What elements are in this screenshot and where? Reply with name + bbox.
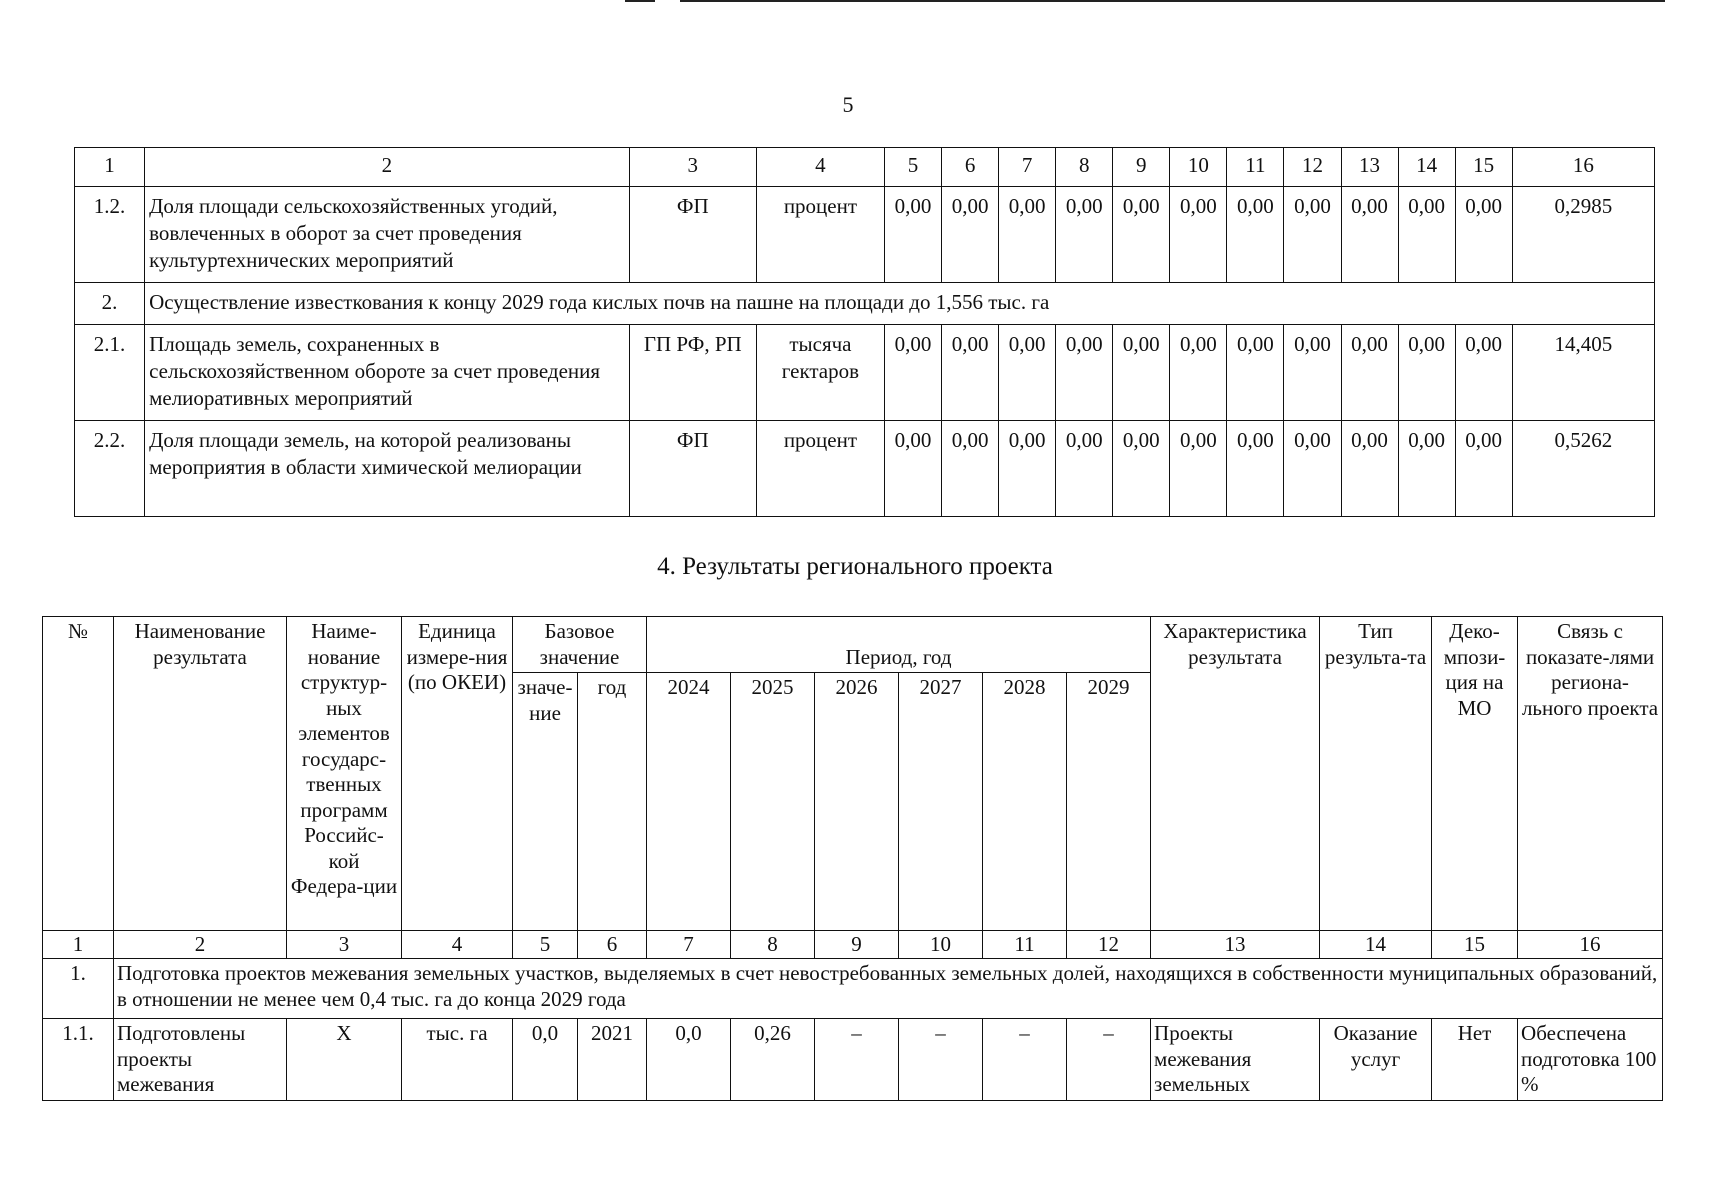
col-number: 12 — [1284, 148, 1341, 187]
col-number: 15 — [1455, 148, 1512, 187]
value-cell: 0,00 — [942, 325, 999, 421]
indicator-unit: тысяча гектаров — [756, 325, 884, 421]
value-cell: 0,00 — [1170, 421, 1227, 517]
header-type: Тип результа-та — [1320, 617, 1432, 931]
value-cell: 0,00 — [1398, 421, 1455, 517]
col-number: 4 — [756, 148, 884, 187]
header-no: № — [43, 617, 114, 931]
row-number: 2.1. — [75, 325, 145, 421]
indicator-unit: процент — [756, 187, 884, 283]
value-cell: 0,00 — [885, 187, 942, 283]
header-link: Связь с показате-лями региона-льного проекта — [1518, 617, 1663, 931]
header-period: Период, год — [647, 617, 1151, 673]
value-cell: 0,00 — [885, 421, 942, 517]
base-year: 2021 — [578, 1019, 647, 1101]
header-name: Наименование результата — [114, 617, 287, 931]
results-table — [42, 616, 1663, 1101]
indicator-level: ФП — [629, 421, 756, 517]
year-value: 0,26 — [731, 1019, 815, 1101]
value-cell: 0,00 — [1284, 187, 1341, 283]
table-row — [75, 187, 1655, 283]
value-cell: 0,00 — [999, 421, 1056, 517]
col-number: 10 — [899, 931, 983, 959]
indicator-level: ФП — [629, 187, 756, 283]
value-cell: 0,00 — [1398, 187, 1455, 283]
row-number: 1.1. — [43, 1019, 114, 1101]
header-year: 2026 — [815, 673, 899, 931]
scan-edge-line-left — [625, 0, 655, 2]
value-cell: 0,00 — [1398, 325, 1455, 421]
value-cell: 0,00 — [999, 187, 1056, 283]
year-value: – — [899, 1019, 983, 1101]
header-year: 2025 — [731, 673, 815, 931]
value-cell: 0,00 — [1455, 187, 1512, 283]
value-cell: 0,00 — [942, 421, 999, 517]
col-number: 9 — [815, 931, 899, 959]
col-number: 13 — [1151, 931, 1320, 959]
indicator-name: Доля площади сельскохозяйственных угодий, вовлеченных в оборот за счет проведения культуртехнических мероприятий — [145, 187, 630, 283]
indicator-name: Доля площади земель, на которой реализованы мероприятия в области химической мелиорации — [145, 421, 630, 517]
header-year: 2024 — [647, 673, 731, 931]
col-number: 5 — [513, 931, 578, 959]
indicator-unit: процент — [756, 421, 884, 517]
header-year: 2028 — [983, 673, 1067, 931]
value-cell: 0,00 — [1455, 325, 1512, 421]
value-cell: 0,00 — [999, 325, 1056, 421]
col-number: 8 — [731, 931, 815, 959]
value-cell: 0,00 — [1284, 421, 1341, 517]
col-number: 15 — [1432, 931, 1518, 959]
scan-edge-line-right — [680, 0, 1665, 2]
value-cell: 0,00 — [1170, 187, 1227, 283]
col-number: 8 — [1056, 148, 1113, 187]
col-number: 16 — [1518, 931, 1663, 959]
value-cell: 0,00 — [1056, 325, 1113, 421]
value-cell: 0,00 — [1056, 421, 1113, 517]
year-value: 0,0 — [647, 1019, 731, 1101]
col-number: 5 — [885, 148, 942, 187]
header-year: 2029 — [1067, 673, 1151, 931]
table-header-row — [75, 148, 1655, 187]
header-base-year: год — [578, 673, 647, 931]
value-cell: 0,00 — [1227, 325, 1284, 421]
result-name: Подготовлены проекты межевания — [114, 1019, 287, 1101]
year-value: – — [815, 1019, 899, 1101]
value-cell: 0,00 — [1227, 187, 1284, 283]
indicator-link: Обеспечена подготовка 100 % — [1518, 1019, 1663, 1101]
header-decomp: Деко-мпози-ция на МО — [1432, 617, 1518, 931]
indicator-level: ГП РФ, РП — [629, 325, 756, 421]
header-base: Базовое значение — [513, 617, 647, 673]
col-number: 7 — [647, 931, 731, 959]
result-type: Оказание услуг — [1320, 1019, 1432, 1101]
col-number: 9 — [1113, 148, 1170, 187]
col-number: 6 — [578, 931, 647, 959]
col-number: 10 — [1170, 148, 1227, 187]
col-number: 13 — [1341, 148, 1398, 187]
col-number: 6 — [942, 148, 999, 187]
table-row — [43, 1019, 1663, 1101]
value-cell: 0,00 — [885, 325, 942, 421]
unit: тыс. га — [402, 1019, 513, 1101]
value-cell: 0,00 — [1227, 421, 1284, 517]
value-cell: 0,00 — [1113, 421, 1170, 517]
col-number: 16 — [1512, 148, 1654, 187]
table-row — [75, 421, 1655, 517]
value-cell: 0,00 — [1284, 325, 1341, 421]
col-number: 2 — [145, 148, 630, 187]
col-number: 2 — [114, 931, 287, 959]
row-number: 1. — [43, 959, 114, 1019]
row-number: 2.2. — [75, 421, 145, 517]
value-cell: 0,00 — [1341, 325, 1398, 421]
value-cell: 0,00 — [1113, 325, 1170, 421]
col-number: 14 — [1398, 148, 1455, 187]
decomposition: Нет — [1432, 1019, 1518, 1101]
col-number: 14 — [1320, 931, 1432, 959]
value-cell: 0,00 — [1113, 187, 1170, 283]
page-number: 5 — [842, 92, 854, 117]
value-cell: 0,00 — [1341, 187, 1398, 283]
section-title: Осуществление известкования к концу 2029 года кислых почв на пашне на площади до 1,556 тыс. га — [145, 283, 1655, 325]
header-struct: Наиме-нование структур-ных элементов государс-твенных программ Российс-кой Федера-ции — [287, 617, 402, 931]
value-cell: 0,00 — [1455, 421, 1512, 517]
base-value: 0,0 — [513, 1019, 578, 1101]
value-cell: 0,00 — [1056, 187, 1113, 283]
value-cell: 0,00 — [1170, 325, 1227, 421]
row-number: 1.2. — [75, 187, 145, 283]
row-number: 2. — [75, 283, 145, 325]
total-value: 0,5262 — [1512, 421, 1654, 517]
section-row — [43, 959, 1663, 1019]
total-value: 14,405 — [1512, 325, 1654, 421]
year-value: – — [983, 1019, 1067, 1101]
struct-element: Х — [287, 1019, 402, 1101]
column-number-row — [43, 931, 1663, 959]
section-title: Подготовка проектов межевания земельных участков, выделяемых в счет невостребованных земельных долей, находящихся в собственности муниципальных образований, в отношении не менее чем 0,4 тыс. га до конца 2029 года — [114, 959, 1663, 1019]
col-number: 12 — [1067, 931, 1151, 959]
header-base-value: значе-ние — [513, 673, 578, 931]
col-number: 7 — [999, 148, 1056, 187]
year-value: – — [1067, 1019, 1151, 1101]
header-char: Характеристика результата — [1151, 617, 1320, 931]
col-number: 11 — [1227, 148, 1284, 187]
table-row — [75, 325, 1655, 421]
header-year: 2027 — [899, 673, 983, 931]
result-characteristic: Проекты межевания земельных — [1151, 1019, 1320, 1101]
indicators-table — [74, 147, 1655, 517]
indicator-name: Площадь земель, сохраненных в сельскохозяйственном обороте за счет проведения мелиоративных мероприятий — [145, 325, 630, 421]
col-number: 11 — [983, 931, 1067, 959]
col-number: 1 — [43, 931, 114, 959]
col-number: 3 — [287, 931, 402, 959]
header-unit: Единица измере-ния (по ОКЕИ) — [402, 617, 513, 931]
value-cell: 0,00 — [1341, 421, 1398, 517]
section-heading: 4. Результаты регионального проекта — [657, 553, 1053, 580]
col-number: 4 — [402, 931, 513, 959]
section-row — [75, 283, 1655, 325]
col-number: 1 — [75, 148, 145, 187]
col-number: 3 — [629, 148, 756, 187]
table-header-row — [43, 617, 1663, 673]
total-value: 0,2985 — [1512, 187, 1654, 283]
value-cell: 0,00 — [942, 187, 999, 283]
